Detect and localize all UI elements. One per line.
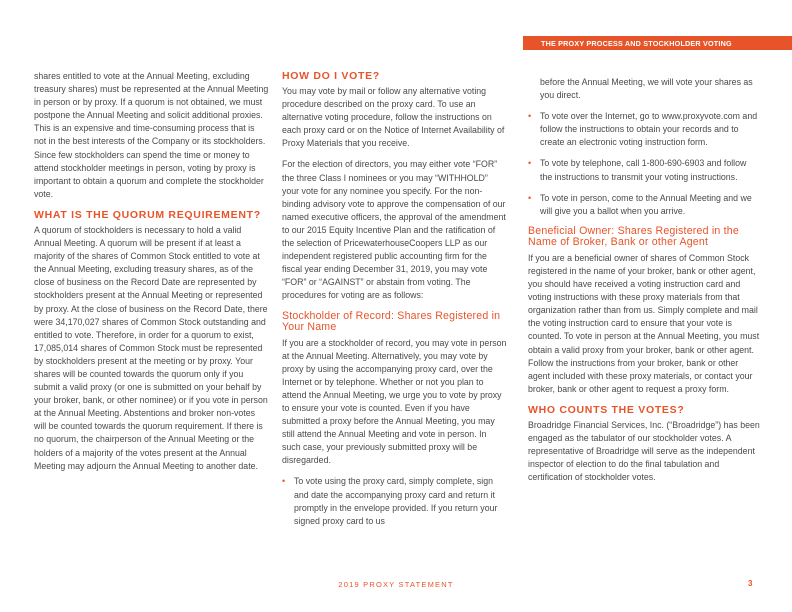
list-item: [528, 192, 760, 218]
list-item-text: To vote using the proxy card, simply complete, sign and date the accompanying proxy card and return it promptly in the envelope provided. If you return your signed proxy card to us: [294, 476, 498, 526]
column-1: [34, 70, 269, 481]
vote-options-list: [528, 110, 760, 218]
list-item-text: To vote over the Internet, go to www.proxyvote.com and follow the instructions to obtain your records and to create an electronic voting instruction form.: [540, 111, 758, 148]
bullet-icon: •: [528, 111, 532, 122]
quorum-intro-paragraph: shares entitled to vote at the Annual Meeting, excluding treasury shares) must be represented at the Annual Meeting in person or by proxy. If a quorum is not obtained, we must postpone the Annual Meeting and solicit additional proxies. This is an expensive and time-consuming process that is not in the best interests of the Company or its stockholders. Since few stockholders can spend the time or money to attend stockholder meetings in person, voting by proxy is important to obtain a quorum and complete the stockholder vote.: [34, 71, 269, 199]
tabulator-paragraph: Broadridge Financial Services, Inc. (“Broadridge”) has been engaged as the tabulator of our stockholder votes. A representative of Broadridge will serve as the independent inspector of election to do the final tabulation and certification of stockholder votes.: [528, 419, 760, 483]
page-number: 3: [748, 579, 753, 588]
column-2: [282, 70, 507, 536]
bullet-icon: •: [528, 192, 532, 203]
beneficial-owner-paragraph: If you are a beneficial owner of shares of Common Stock registered in the name of your broker, bank or other agent, you should have received a voting instruction card and voting instructions with these proxy materials from that organization rather than from us. Simply complete and mail the voting instruction card to ensure that your vote is counted. To vote in person at the Annual Meeting, you must obtain a valid proxy from your broker, bank or other agent. Follow the instructions from your broker, bank or other agent included with these proxy materials, or contact your broker, bank or other agent to request a proxy form.: [528, 252, 760, 394]
quorum-paragraph: A quorum of stockholders is necessary to hold a valid Annual Meeting. A quorum will be present if at least a majority of the shares of Common Stock entitled to vote at the Annual Meeting, excluding treasury shares, as of the close of business on the Record Date are represented by stockholders present at the Annual Meeting or represented by proxy. At the close of business on the Record Date, there were 34,170,027 shares of Common Stock outstanding and entitled to vote. Therefore, in order for a quorum to exist, 17,085,014 shares of Common Stock must be represented by stockholders present at the meeting or by proxy. Your shares will be counted towards the quorum only if you submit a valid proxy (or one is submitted on your behalf by your broker, bank, or other nominee) or if you vote in person at the Annual Meeting. Abstentions and broker non-votes will be counted towards the quorum requirement. If there is no quorum, the chairperson of the Annual Meeting or the holders of a majority of the votes present at the Annual Meeting may adjourn the Annual Meeting to another date.: [34, 224, 268, 471]
list-item: [528, 110, 760, 149]
list-item-text: To vote in person, come to the Annual Meeting and we will give you a ballot when you arrive.: [540, 192, 752, 216]
section-header-bar: [523, 36, 792, 50]
list-item: [282, 475, 507, 527]
list-item: [528, 157, 760, 183]
list-item-text: To vote by telephone, call 1-800-690-6903 and follow the instructions to transmit your voting instructions.: [540, 158, 747, 182]
record-vote-list: [282, 475, 507, 527]
vote-method-paragraph: You may vote by mail or follow any alternative voting procedure described on the proxy card. To use an alternative voting procedure, follow the instructions on each proxy card or on the Notice of Internet Availability of Proxy Materials that you receive.: [282, 86, 505, 149]
quorum-heading: WHAT IS THE QUORUM REQUIREMENT?: [34, 208, 261, 221]
column-3: [528, 76, 760, 492]
proxy-card-continuation: before the Annual Meeting, we will vote your shares as you direct.: [540, 77, 753, 101]
section-title: THE PROXY PROCESS AND STOCKHOLDER VOTING: [541, 38, 732, 48]
record-holder-subheading: Stockholder of Record: Shares Registered in Your Name: [282, 309, 501, 333]
bullet-icon: •: [528, 158, 532, 169]
record-holder-paragraph: If you are a stockholder of record, you may vote in person at the Annual Meeting. Alternatively, you may vote by proxy by using the accompanying proxy card, over the Internet or by telephone. Whether or not you plan to attend the Annual Meeting, we urge you to vote by proxy to ensure your vote is counted. Even if you have submitted a proxy before the Annual Meeting, you may still attend the Annual Meeting and vote in person. In such case, your previously submitted proxy will be disregarded.: [282, 337, 507, 466]
footer-document-title: 2019 PROXY STATEMENT: [338, 580, 454, 589]
beneficial-owner-subheading: Beneficial Owner: Shares Registered in the Name of Broker, Bank or other Agent: [528, 224, 739, 249]
bullet-icon: •: [282, 476, 286, 487]
how-to-vote-heading: HOW DO I VOTE?: [282, 70, 380, 82]
who-counts-votes-heading: WHO COUNTS THE VOTES?: [528, 403, 685, 416]
vote-procedure-paragraph: For the election of directors, you may either vote “FOR” the three Class I nominees or you may “WITHHOLD” your vote for any nominee you specify. For the non-binding advisory vote to approve the compensation of our named executive officers, the approval of the amendment to our 2015 Equity Incentive Plan and the ratification of the selection of PricewaterhouseCoopers LLP as our independent registered public accounting firm for the fiscal year ending December 31, 2019, you may vote “FOR” or “AGAINST” or abstain from voting. The procedures for voting are as follows:: [282, 159, 506, 301]
